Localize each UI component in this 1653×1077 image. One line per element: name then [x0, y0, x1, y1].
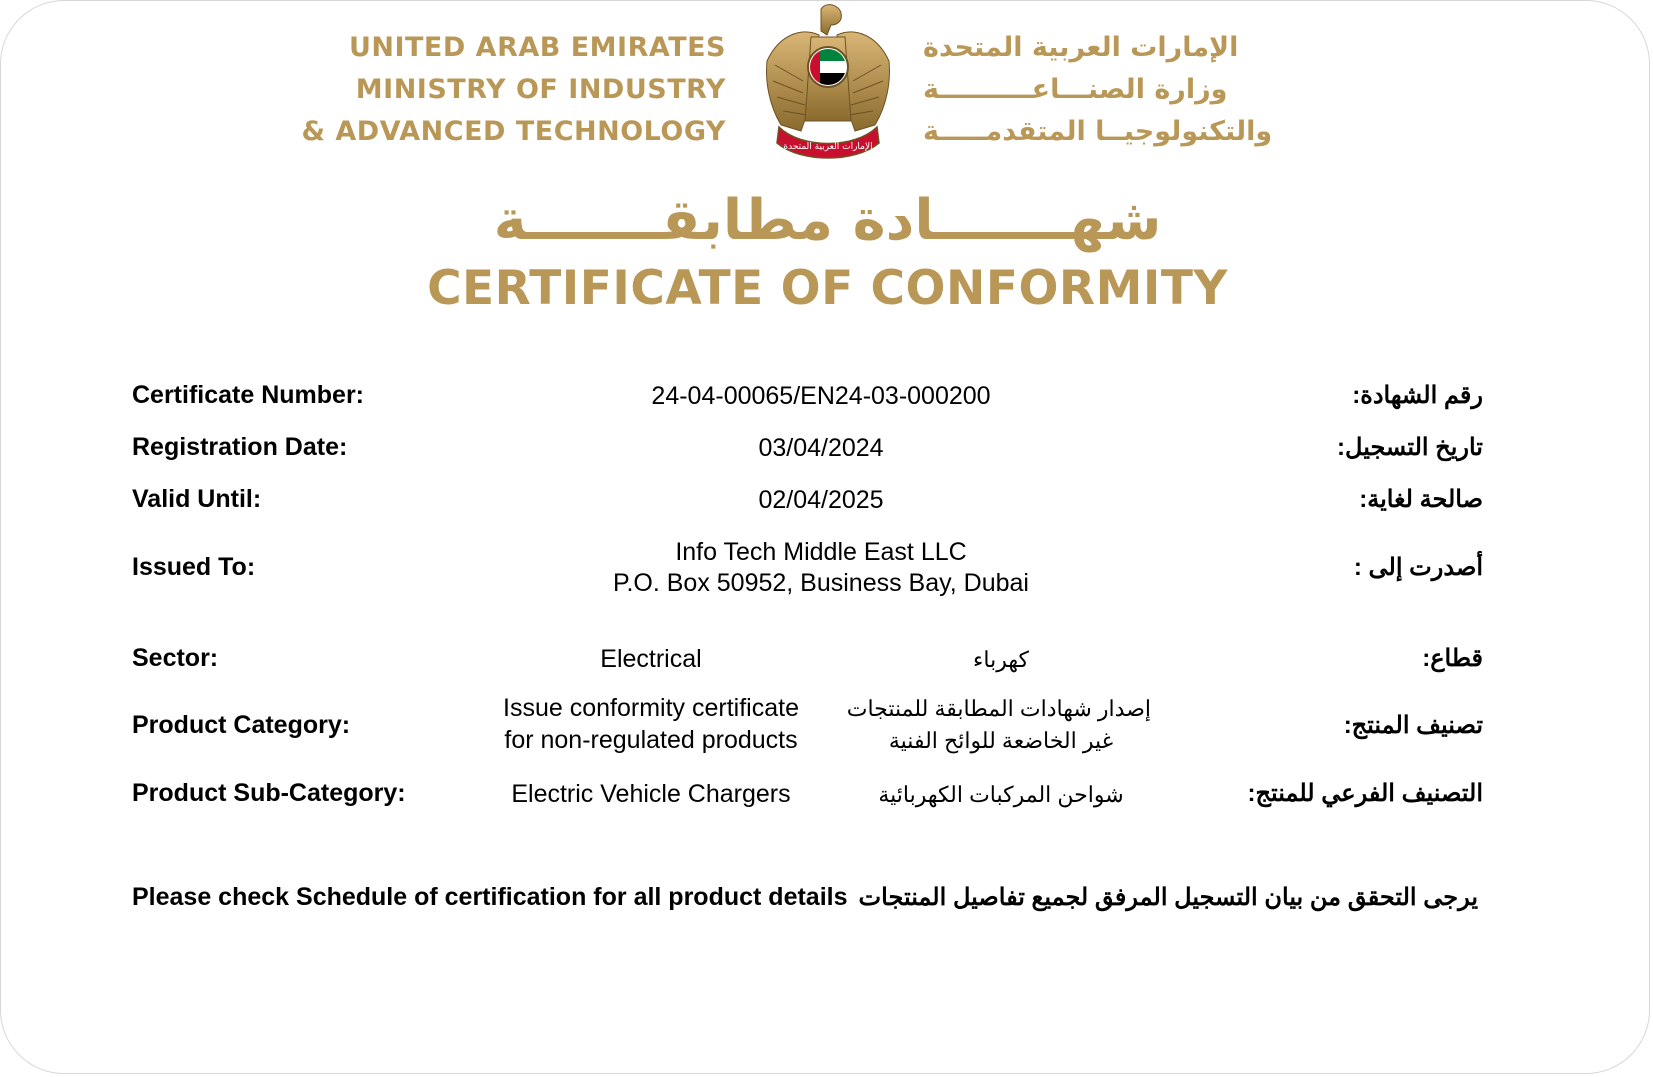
certificate-title-en: CERTIFICATE OF CONFORMITY — [427, 261, 1228, 316]
ministry-name-ar — [923, 27, 1272, 153]
issued-to-label-ar: أصدرت إلى : — [1353, 554, 1483, 581]
product-sub-category-label-ar: التصنيف الفرعي للمنتج: — [1247, 780, 1483, 807]
emblem-banner-text: الإمارات العربية المتحدة — [783, 142, 873, 152]
ministry-line-ar-1: الإمارات العربية المتحدة — [923, 32, 1239, 63]
product-sub-category-label: Product Sub-Category: — [132, 779, 406, 807]
schedule-note-en: Please check Schedule of certification for all product details — [132, 883, 848, 911]
sector-label-ar: قطاع: — [1422, 645, 1483, 672]
product-sub-category-value-ar: شواحن المركبات الكهربائية — [878, 782, 1124, 807]
schedule-note-ar: يرجى التحقق من بيان التسجيل المرفق لجميع تفاصيل المنتجات — [858, 884, 1478, 911]
ministry-line-3: & ADVANCED TECHNOLOGY — [301, 116, 726, 147]
valid-until-label-ar: صالحة لغاية: — [1359, 486, 1483, 513]
certificate-number-label-ar: رقم الشهادة: — [1352, 382, 1483, 409]
registration-date-value: 03/04/2024 — [758, 434, 884, 462]
product-category-value-en-2: for non-regulated products — [504, 726, 798, 754]
ministry-line-2: MINISTRY OF INDUSTRY — [355, 74, 726, 105]
issued-to-company: Info Tech Middle East LLC — [675, 538, 967, 566]
product-sub-category-value-en: Electric Vehicle Chargers — [511, 780, 791, 808]
certificate-number-value: 24-04-00065/EN24-03-000200 — [651, 382, 991, 410]
product-category-value-en-1: Issue conformity certificate — [503, 694, 799, 722]
product-category-value-ar-1: إصدار شهادات المطابقة للمنتجات — [846, 696, 1151, 721]
uae-emblem-icon — [761, 1, 895, 167]
ministry-line-1: UNITED ARAB EMIRATES — [348, 32, 726, 63]
ministry-line-ar-2: وزارة الصنـــاعــــــــــة — [923, 74, 1228, 105]
product-category-label: Product Category: — [132, 711, 351, 739]
registration-date-label-ar: تاريخ التسجيل: — [1337, 434, 1483, 461]
sector-value-ar: كهرباء — [973, 647, 1029, 672]
registration-date-label: Registration Date: — [132, 433, 348, 461]
certificate-number-label: Certificate Number: — [132, 381, 364, 409]
certificate-title-ar: شهـــــــادة مطابقـــــــة — [493, 188, 1162, 253]
sector-label: Sector: — [132, 644, 219, 672]
product-category-value-ar-2: غير الخاضعة للوائح الفنية — [888, 728, 1114, 753]
issued-to-address: P.O. Box 50952, Business Bay, Dubai — [613, 569, 1029, 597]
ministry-name-en — [301, 27, 726, 153]
ministry-line-ar-3: والتكنولوجيــا المتقدمـــــة — [923, 116, 1273, 147]
sector-value-en: Electrical — [600, 645, 702, 673]
issued-to-label: Issued To: — [132, 553, 256, 581]
product-category-label-ar: تصنيف المنتج: — [1343, 712, 1483, 739]
valid-until-value: 02/04/2025 — [758, 486, 884, 514]
valid-until-label: Valid Until: — [132, 485, 262, 513]
